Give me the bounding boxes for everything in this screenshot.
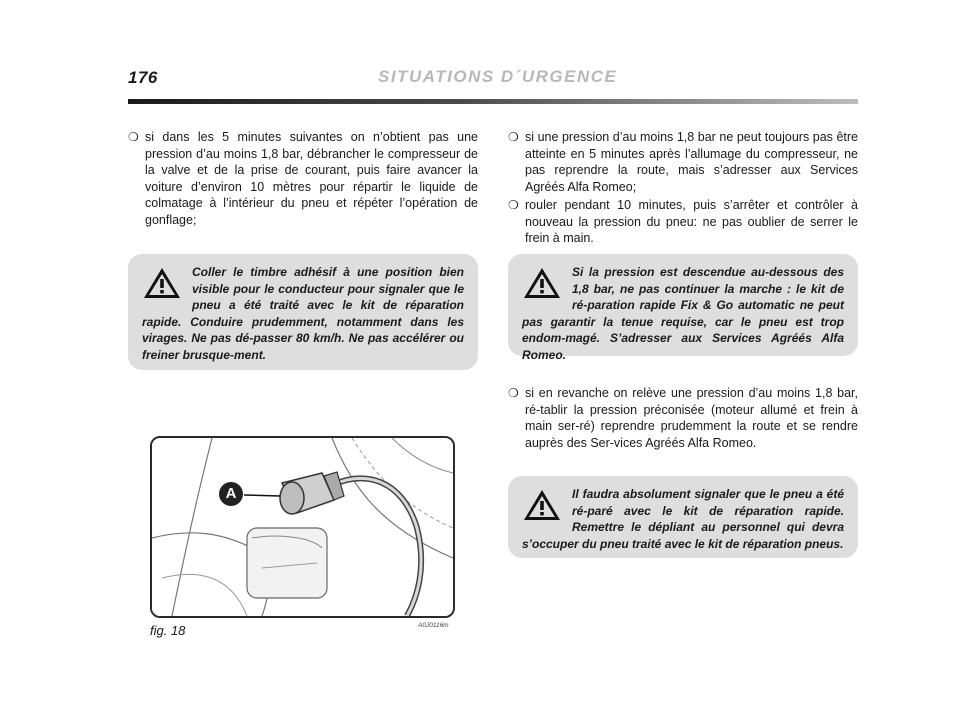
figure-illustration	[150, 436, 455, 618]
warning-text: Si la pression est descendue au-dessous des 1,8 bar, ne pas continuer la marche : le kit de ré-paration rapide Fix & Go automatic ne peut pas garantir la tenue requise, car le pneu est trop endom-magé. S’adresser aux Services Agréés Alfa Romeo.	[522, 265, 844, 362]
warning-box	[508, 254, 858, 362]
callout-label: A	[219, 482, 243, 506]
warning-triangle-icon	[522, 488, 562, 522]
warning-box	[128, 254, 478, 370]
warning-text: Il faudra absolument signaler que le pneu a été ré-paré avec le kit de réparation rapide. Remettre le dépliant au personnel qui devra s’occuper du pneu traité avec le kit de réparation pneus.	[522, 487, 844, 551]
page-number: 176	[128, 68, 158, 87]
warning-triangle-icon	[142, 266, 182, 300]
warning-box	[508, 476, 858, 558]
list-item: ❍ si en revanche on relève une pression d’au moins 1,8 bar, ré-tablir la pression préconisée (moteur allumé et frein à main ser-ré) reprendre prudemment la route et se rendre auprès des Ser-vices Agréés Alfa Romeo.	[508, 385, 858, 451]
warning-triangle-icon	[522, 266, 562, 300]
warning-text: Coller le timbre adhésif à une position bien visible pour le conducteur pour signaler que le pneu a été traité avec le kit de réparation rapide. Conduire prudemment, notamment dans les virages. Ne pas dé-passer 80 km/h. Ne pas accélérer ou freiner brusque-ment.	[142, 265, 464, 362]
section-title: SITUATIONS D´URGENCE	[378, 67, 618, 86]
list-item: ❍ si une pression d’au moins 1,8 bar ne peut toujours pas être atteinte en 5 minutes après l’allumage du compresseur, ne pas reprendre la route, mais s’adresser aux Services Agréés Alfa Romeo;	[508, 129, 858, 195]
header-rule	[128, 99, 858, 104]
figure-code: A0J0116m	[418, 622, 449, 629]
list-item: ❍ si dans les 5 minutes suivantes on n’obtient pas une pression d’au moins 1,8 bar, débrancher le compresseur de la valve et de la prise de courant, puis faire avancer la voiture d’environ 10 mètres pour répartir le liquide de colmatage à l’intérieur du pneu et répéter l’opération de gonflage;	[128, 129, 478, 228]
tyre-valve-illustration	[152, 438, 453, 616]
figure-caption: fig. 18	[150, 623, 186, 638]
list-item: ❍ rouler pendant 10 minutes, puis s’arrêter et contrôler à nouveau la pression du pneu: ne pas oublier de serrer le frein à main.	[508, 197, 858, 247]
